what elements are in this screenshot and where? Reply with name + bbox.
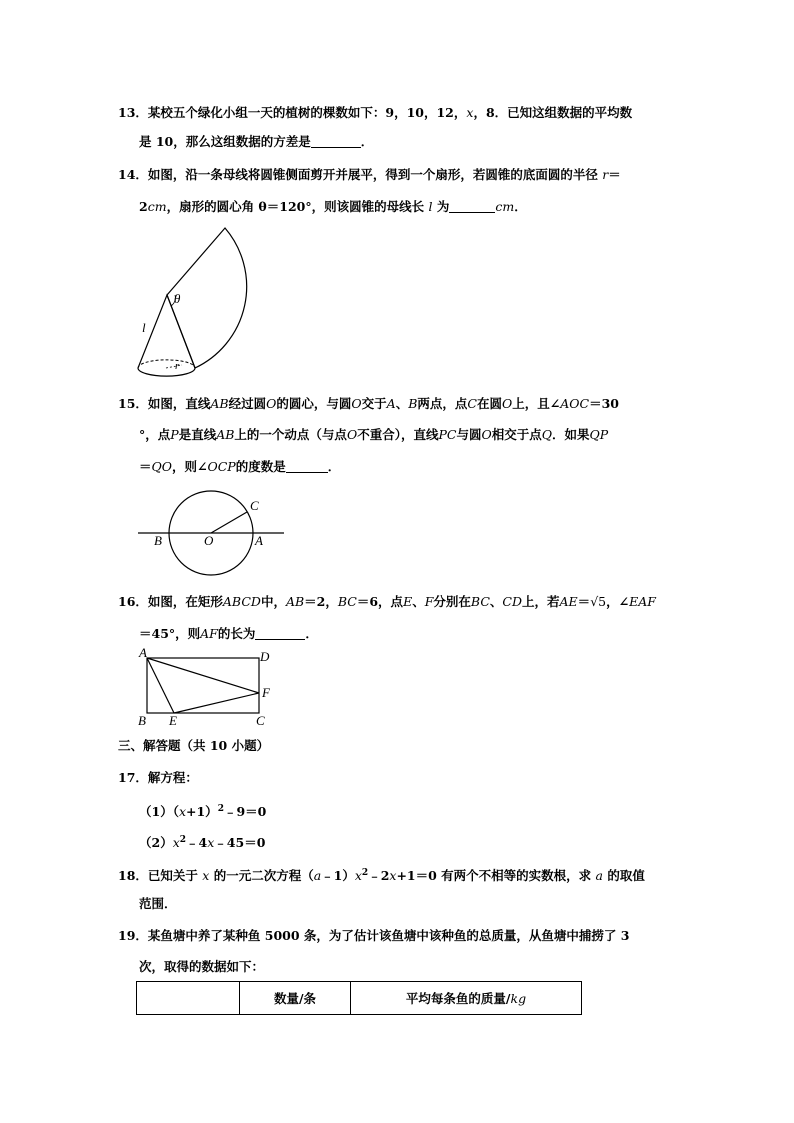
q16-v10: AF <box>200 626 218 641</box>
q15-v15: QP <box>589 427 609 442</box>
q14-unit-cm: cm <box>147 199 167 214</box>
q16-t12: 的长为 <box>217 626 256 641</box>
q19-line-1: 19．某鱼塘中养了某种鱼 5000 条，为了估计该鱼塘中该种鱼的总质量，从鱼塘中捕捞了 3 <box>118 928 630 943</box>
q15-v11: O <box>346 427 358 442</box>
q15-v3: O <box>351 396 362 411</box>
q17-e1-t1: （1）（ <box>139 804 179 820</box>
q18-t2: 的一元二次方程（ <box>213 868 314 884</box>
label-l: l <box>142 320 146 335</box>
q14-answer-blank[interactable] <box>449 200 495 213</box>
q16-v5: F <box>424 594 434 609</box>
cone-base-back <box>138 360 195 368</box>
q17-e2-x2: x <box>207 835 215 851</box>
label-r: r <box>175 360 180 372</box>
q15-t6: 两点，点 <box>417 396 468 411</box>
q13-text-c: 是 10，那么这组数据的方差是 <box>139 134 311 149</box>
q15-t14: 与圆 <box>456 427 482 442</box>
q14-text-f: ． <box>514 199 527 214</box>
q15-v4: A <box>386 396 396 411</box>
q15-v8: AOC <box>560 396 590 411</box>
radius-oc <box>211 512 247 533</box>
label-o: O <box>204 533 214 548</box>
q17-equation-1 <box>139 801 266 820</box>
q14-text-b: ＝ <box>608 167 621 182</box>
q15-v13: O <box>481 427 492 442</box>
q14-cone-sector-figure <box>130 220 270 390</box>
table-header-avg-mass <box>351 982 582 1015</box>
q16-t6: 分别在 <box>433 594 471 609</box>
q16-v3: BC <box>337 594 357 609</box>
q16-t11: ＝45°，则 <box>139 626 201 641</box>
q14-text-e: 为 <box>436 199 450 214</box>
cone-base-radius <box>166 365 182 368</box>
q17-e2-t2: ﹣4 <box>186 835 208 851</box>
q18-a: a <box>313 868 322 884</box>
q15-t18: ，则∠ <box>172 459 208 474</box>
q14-line-1 <box>118 167 621 183</box>
q15-t4: 交于 <box>361 396 387 411</box>
q13-text-d: ． <box>360 134 374 149</box>
q16-v8: AE <box>559 594 578 609</box>
q17-e1-sup: 2 <box>217 804 224 814</box>
q15-t10: °，点 <box>139 427 171 442</box>
cone-outline <box>138 295 195 368</box>
q14-text-a: 14．如图，沿一条母线将圆锥侧面剪开并展平，得到一个扇形，若圆锥的底面圆的半径 <box>118 167 598 182</box>
cone-base-front <box>138 368 195 376</box>
q16-v2: AB <box>285 594 305 609</box>
q15-v10: AB <box>216 427 235 442</box>
segment-ae <box>147 658 174 713</box>
q13-text-b: ，8．已知这组数据的平均数 <box>473 105 633 120</box>
q15-t20: ． <box>327 459 341 474</box>
q16-t2: 中， <box>260 594 286 609</box>
q14-line-2 <box>139 199 527 215</box>
q16-t7: 、 <box>489 594 503 609</box>
label-b: B <box>154 533 162 548</box>
q16-t3: ＝2， <box>304 594 338 609</box>
label-f: F <box>262 685 270 700</box>
q18-a2: a <box>595 868 603 884</box>
q15-v6: C <box>467 396 477 411</box>
q16-t8: 上，若 <box>522 594 560 609</box>
q15-v12: PC <box>438 427 457 442</box>
q14-unit-cm-2: cm <box>495 199 515 214</box>
q19-data-table <box>136 981 582 1015</box>
q17-e2-t3: ﹣45＝0 <box>214 835 266 851</box>
q16-v7: CD <box>502 594 522 609</box>
label-b: B <box>138 713 146 728</box>
q16-line-2 <box>139 626 318 642</box>
q13-text-a: 13．某校五个绿化小组一天的植树的棵数如下：9，10，12， <box>118 105 467 120</box>
q16-v1: ABCD <box>222 594 261 609</box>
q13-line-1 <box>118 105 632 121</box>
q16-t9: ＝ <box>577 594 591 609</box>
q14-var-r: r <box>602 167 609 182</box>
q17-e1-t2: +1） <box>186 804 218 820</box>
q15-t11: 是直线 <box>178 427 217 442</box>
table-row <box>137 982 582 1015</box>
q16-rectangle-figure <box>134 646 284 730</box>
table-header-avg-mass-label: 平均每条鱼的质量/ <box>405 991 511 1006</box>
q18-x: x <box>202 868 210 884</box>
q15-circle-figure <box>136 490 296 582</box>
q18-x3: x <box>389 868 397 884</box>
q15-v5: B <box>408 396 418 411</box>
q15-t15: 相交于点 <box>491 427 542 442</box>
q16-v4: E <box>403 594 413 609</box>
q18-sup: 2 <box>361 868 369 878</box>
q15-v7: O <box>502 396 513 411</box>
q15-t7: 在圆 <box>477 396 503 411</box>
q16-t1: 16．如图，在矩形 <box>118 594 223 609</box>
q13-answer-blank[interactable] <box>311 135 361 148</box>
q13-var-x: x <box>466 105 474 120</box>
q15-t13: 不重合），直线 <box>357 427 439 442</box>
rect-abcd <box>147 658 259 713</box>
q18-t5: +1＝0 有两个不相等的实数根，求 <box>396 868 592 884</box>
q15-t5: 、 <box>395 396 409 411</box>
label-theta: θ <box>174 291 181 306</box>
q17-title: 17．解方程： <box>118 770 198 785</box>
q15-t19: 的度数是 <box>235 459 286 474</box>
q15-answer-blank[interactable] <box>286 460 328 473</box>
q15-t16: ．如果 <box>551 427 590 442</box>
label-c: C <box>256 713 265 728</box>
q15-v16: QO <box>151 459 173 474</box>
q15-line-1 <box>118 396 619 412</box>
q14-text-c: 2 <box>139 199 148 214</box>
table-header-count: 数量/条 <box>240 982 351 1015</box>
q19-line-2: 次，取得的数据如下： <box>139 959 265 974</box>
q13-line-2 <box>139 134 373 150</box>
q15-v1: AB <box>210 396 229 411</box>
label-a: A <box>255 533 263 548</box>
q15-line-3 <box>139 459 340 475</box>
q15-v9: P <box>170 427 179 442</box>
q15-t8: 上，且∠ <box>512 396 561 411</box>
q17-e2-t1: （2） <box>139 835 173 851</box>
q18-t6: 的取值 <box>607 868 645 884</box>
q14-text-d: ，扇形的圆心角 θ＝120°，则该圆锥的母线长 <box>166 199 425 214</box>
q15-t12: 上的一个动点（与点 <box>234 427 347 442</box>
q18-t1: 18．已知关于 <box>118 868 198 884</box>
q15-t1: 15．如图，直线 <box>118 396 211 411</box>
q18-x2: x <box>354 868 362 884</box>
section-3-heading: 三、解答题（共 10 小题） <box>118 738 270 753</box>
q16-t5: 、 <box>412 594 425 609</box>
q17-e1-t3: ﹣9＝0 <box>223 804 267 820</box>
q18-line-1 <box>118 865 645 884</box>
segment-af <box>147 658 259 693</box>
q17-e2-x: x <box>172 835 180 851</box>
q16-v9: EAF <box>629 594 656 609</box>
q15-t9: ＝30 <box>589 396 619 411</box>
q15-v2: O <box>266 396 277 411</box>
q15-v14: Q <box>541 427 552 442</box>
q18-t4: ﹣2 <box>368 868 390 884</box>
q16-t10: ，∠ <box>606 594 630 609</box>
q14-var-l: l <box>428 199 433 214</box>
q16-t13: ． <box>305 626 318 641</box>
q15-t2: 经过圆 <box>228 396 267 411</box>
q17-equation-2 <box>139 832 265 851</box>
q16-answer-blank[interactable] <box>255 627 305 640</box>
segment-ef <box>174 693 259 713</box>
q17-e2-sup: 2 <box>179 835 187 845</box>
q15-v17: OCP <box>207 459 236 474</box>
label-e: E <box>169 713 177 728</box>
q18-line-2: 范围． <box>139 896 177 911</box>
q17-e1-x: x <box>178 804 187 820</box>
q15-line-2 <box>139 427 608 443</box>
q16-v6: BC <box>470 594 490 609</box>
label-a: A <box>139 646 147 660</box>
q15-t3: 的圆心，与圆 <box>276 396 352 411</box>
label-d: D <box>260 649 270 664</box>
table-header-blank <box>137 982 240 1015</box>
q16-sqrt5: √5 <box>590 594 607 609</box>
q16-t4: ＝6，点 <box>356 594 404 609</box>
table-header-unit-kg: kg <box>510 991 527 1006</box>
label-c: C <box>250 498 259 513</box>
q16-line-1 <box>118 594 656 610</box>
q15-t17: ＝ <box>139 459 152 474</box>
q18-t3: ﹣1） <box>321 868 355 884</box>
